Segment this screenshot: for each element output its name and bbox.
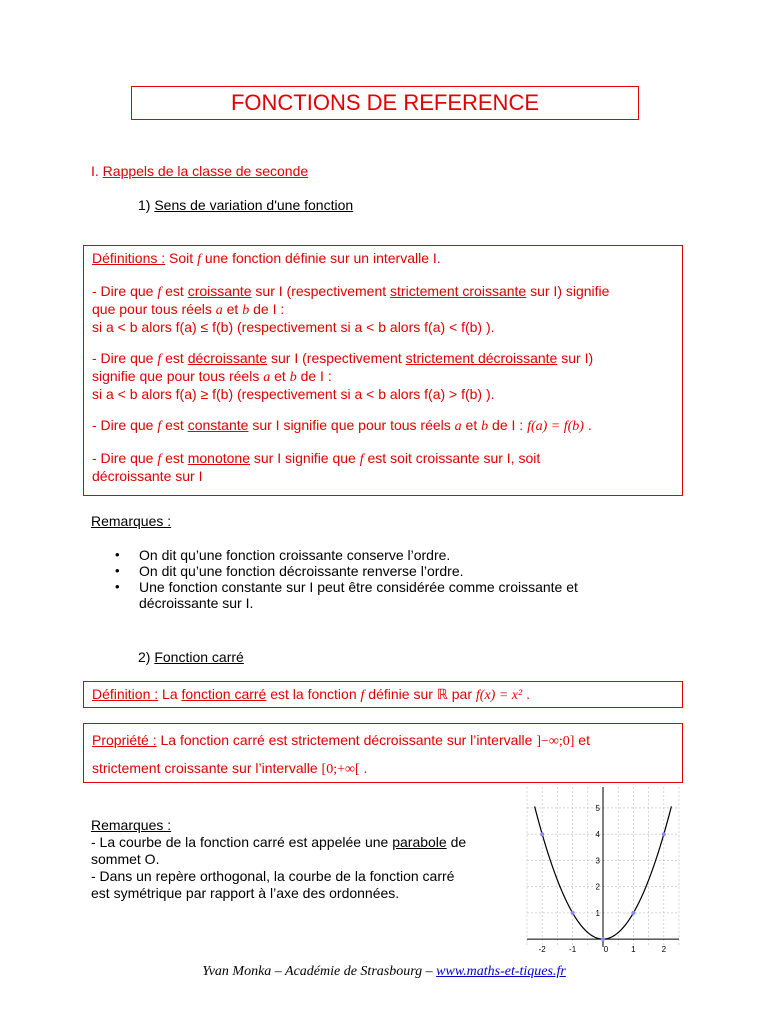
footer [0, 964, 768, 980]
page-title: FONCTIONS DE REFERENCE [131, 86, 639, 120]
decroissante-condition: si a < b alors f(a) ≥ f(b) (respectivement si a < b alors f(a) > f(b) ). [92, 386, 495, 402]
definitions-intro: Définitions : Soit f une fonction définie sur un intervalle I. [92, 250, 441, 267]
data-point [601, 937, 605, 941]
subsection-1-heading [138, 197, 353, 213]
subsection-number: 1) [138, 197, 155, 213]
section-heading [91, 163, 308, 179]
footer-link[interactable]: www.maths-et-tiques.fr [436, 964, 566, 979]
data-point [571, 911, 575, 915]
propriete-label: Propriété : [92, 732, 157, 748]
definition-constante: - Dire que f est constante sur I signifie que pour tous réels a et b de I : f(a) = f(b) . [92, 417, 592, 434]
term-monotone: monotone [187, 450, 250, 466]
y-tick-label: 5 [595, 803, 600, 813]
footer-text: Yvan Monka – Académie de Strasbourg – [202, 964, 437, 979]
data-point [662, 832, 666, 836]
term-decroissante: décroissante [187, 350, 268, 366]
section-number: I. [91, 163, 103, 179]
x-tick-label: -2 [538, 945, 546, 955]
list-item: • Une fonction constante sur I peut être considérée comme croissante et décroissante sur I. [115, 579, 675, 611]
chart-axes [527, 787, 679, 947]
croissante-condition: si a < b alors f(a) ≤ f(b) (respectivement si a < b alors f(a) < f(b) ). [92, 319, 495, 335]
definition-carre-box: Définition : La fonction carré est la fonction f définie sur ℝ par f(x) = x² . [83, 681, 683, 708]
definition-decroissante: - Dire que f est décroissante sur I (respectivement strictement décroissante sur I) signifie que pour tous réels a et b de I : si a < b alors f(a) ≥ f(b) (respectivement si a < b alors f(a) > f(b) ). [92, 350, 594, 402]
list-item: • On dit qu’une fonction décroissante renverse l’ordre. [115, 563, 675, 579]
definitions-box [83, 245, 683, 496]
constante-equation: f(a) = f(b) [527, 419, 584, 434]
section-title: Rappels de la classe de seconde [102, 163, 309, 179]
interval-positive: [0;+∞[ [321, 762, 360, 777]
propriete-box: Propriété : La fonction carré est strictement décroissante sur l’intervalle ]−∞;0] et strictement croissante sur l’intervalle [0;+∞[ . [83, 723, 683, 783]
carre-formula: f(x) = x² [475, 688, 523, 703]
list-item: • On dit qu’une fonction croissante conserve l’ordre. [115, 547, 675, 563]
remarques-2-heading: Remarques : [91, 817, 172, 833]
term-croissante: croissante [187, 283, 252, 299]
data-point [540, 832, 544, 836]
remarques-heading: Remarques : [91, 513, 172, 529]
definitions-label: Définitions : [92, 250, 166, 266]
term-constante: constante [187, 417, 249, 433]
definition-croissante: - Dire que f est croissante sur I (respectivement strictement croissante sur I) signifie que pour tous réels a et b de I : si a < b alors f(a) ≤ f(b) (respectivement si a < b alors f(a) < f(b) ). [92, 283, 610, 335]
subsection-title: Sens de variation d'une fonction [154, 197, 354, 213]
remarques-list [115, 547, 675, 611]
subsection-title: Fonction carré [154, 649, 244, 665]
y-tick-label: 3 [595, 856, 600, 866]
y-tick-label: 1 [595, 908, 600, 918]
y-tick-label: 4 [595, 830, 600, 840]
x-tick-label: -1 [569, 945, 577, 955]
data-point [631, 911, 635, 915]
term-fonction-carre: fonction carré [181, 686, 267, 702]
x-tick-label: 2 [661, 945, 667, 955]
reals-symbol: ℝ [436, 688, 448, 703]
subsection-2-heading: 2) Fonction carré [138, 649, 244, 665]
definition-label: Définition : [92, 686, 159, 702]
x-tick-label: 1 [631, 945, 636, 955]
y-tick-label: 2 [595, 882, 600, 892]
term-parabole: parabole [392, 834, 447, 850]
term-strictement-decroissante: strictement décroissante [405, 350, 558, 366]
definition-monotone: - Dire que f est monotone sur I signifie que f est soit croissante sur I, soit décroissante sur I [92, 450, 541, 484]
parabola-chart [523, 785, 683, 965]
interval-negative: ]−∞;0] [536, 734, 575, 749]
x-tick-label: 0 [603, 945, 609, 955]
term-strictement-croissante: strictement croissante [390, 283, 527, 299]
remarques-2: Remarques : - La courbe de la fonction carré est appelée une parabole de sommet O. - Dans un repère orthogonal, la courbe de la fonction carré est symétrique par rapport à l’axe des ordonnées. [91, 817, 467, 901]
